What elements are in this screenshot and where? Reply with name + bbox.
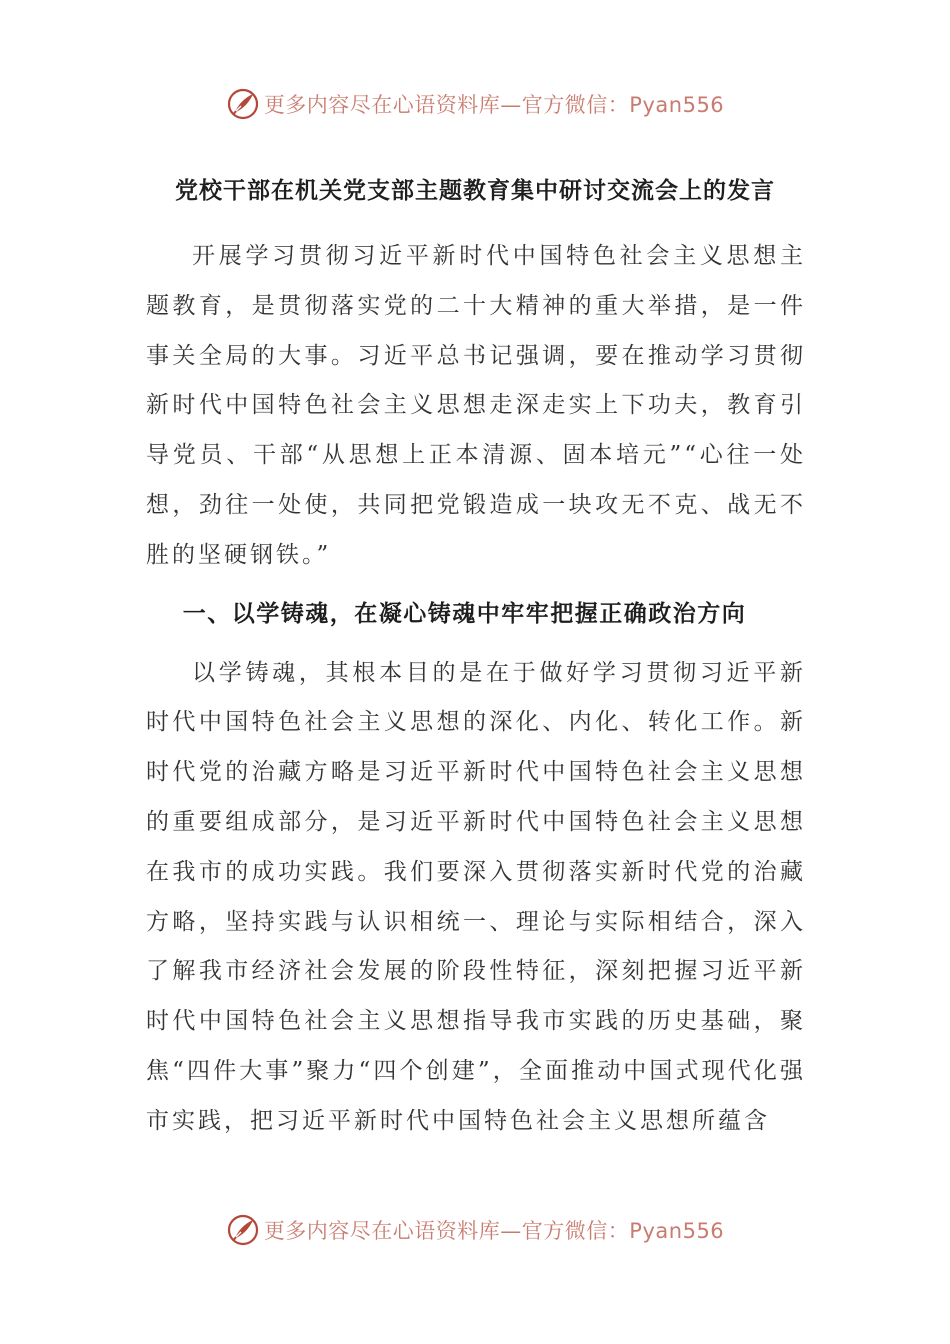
watermark-text: 更多内容尽在心语资料库—官方微信：Pyan556 [263, 93, 725, 117]
quill-pen-logo-icon [226, 1213, 260, 1247]
document-body [146, 232, 806, 1147]
watermark-banner-top [0, 84, 950, 124]
watermark-text: 更多内容尽在心语资料库—官方微信：Pyan556 [263, 1219, 725, 1243]
intro-paragraph: 开展学习贯彻习近平新时代中国特色社会主义思想主题教育，是贯彻落实党的二十大精神的重大举措，是一件事关全局的大事。习近平总书记强调，要在推动学习贯彻新时代中国特色社会主义思想走深走实上下功夫，教育引导党员、干部“从思想上正本清源、固本培元”“心往一处想，劲往一处使，共同把党锻造成一块攻无不克、战无不胜的坚硬钢铁。” [146, 243, 806, 568]
quill-pen-logo-icon [226, 87, 260, 121]
section-heading: 一、以学铸魂，在凝心铸魂中牢牢把握正确政治方向 [182, 599, 747, 627]
document-title: 党校干部在机关党支部主题教育集中研讨交流会上的发言 [175, 177, 775, 204]
watermark-banner-bottom [0, 1210, 950, 1250]
section-paragraph: 以学铸魂，其根本目的是在于做好学习贯彻习近平新时代中国特色社会主义思想的深化、内化、转化工作。新时代党的治藏方略是习近平新时代中国特色社会主义思想的重要组成部分，是习近平新时代中国特色社会主义思想在我市的成功实践。我们要深入贯彻落实新时代党的治藏方略，坚持实践与认识相统一、理论与实际相结合，深入了解我市经济社会发展的阶段性特征，深刻把握习近平新时代中国特色社会主义思想指导我市实践的历史基础，聚焦“四件大事”聚力“四个创建”，全面推动中国式现代化强市实践，把习近平新时代中国特色社会主义思想所蕴含 [146, 659, 806, 1134]
